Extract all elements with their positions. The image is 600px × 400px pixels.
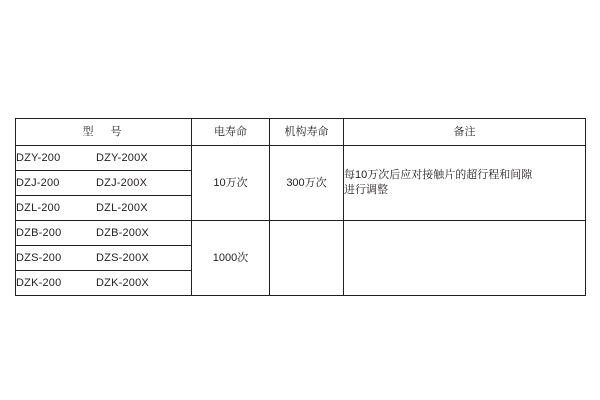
remark-group-2-blank [344,221,586,296]
model-cell [16,246,192,271]
model-cell [16,271,192,296]
spec-table-container [15,118,585,296]
electrical-life-group-1: 10万次 [192,146,270,221]
model-code-primary: DZS-200 [16,251,62,264]
header-electrical-life: 电寿命 [192,119,270,146]
model-code-primary: DZY-200 [16,151,61,164]
model-cell [16,196,192,221]
remark-line-1: 每10万次后应对接触片的超行程和间隙 [344,169,533,182]
mechanical-life-group-2-blank [270,221,344,296]
remark-line-2: 进行调整 [344,184,388,196]
header-remark: 备注 [344,119,586,146]
model-code-primary: DZJ-200 [16,176,60,189]
model-code-primary: DZK-200 [16,276,62,289]
table-row [16,221,586,246]
model-code-variant: DZJ-200X [96,176,148,189]
model-code-variant: DZS-200X [96,251,149,264]
model-cell [16,146,192,171]
model-code-primary: DZB-200 [16,226,62,239]
model-cell [16,171,192,196]
header-mechanical-life: 机构寿命 [270,119,344,146]
table-row [16,146,586,171]
model-code-variant: DZY-200X [96,151,148,164]
header-model: 型 号 [16,119,192,146]
model-code-variant: DZL-200X [96,201,148,214]
electrical-life-group-2: 1000次 [192,221,270,296]
model-code-variant: DZK-200X [96,276,149,289]
model-code-primary: DZL-200 [16,201,61,214]
model-code-variant: DZB-200X [96,226,149,239]
remark-cell [344,146,586,221]
table-header-row [16,119,586,146]
mechanical-life-group-1: 300万次 [270,146,344,221]
model-cell [16,221,192,246]
specification-table [15,118,586,296]
